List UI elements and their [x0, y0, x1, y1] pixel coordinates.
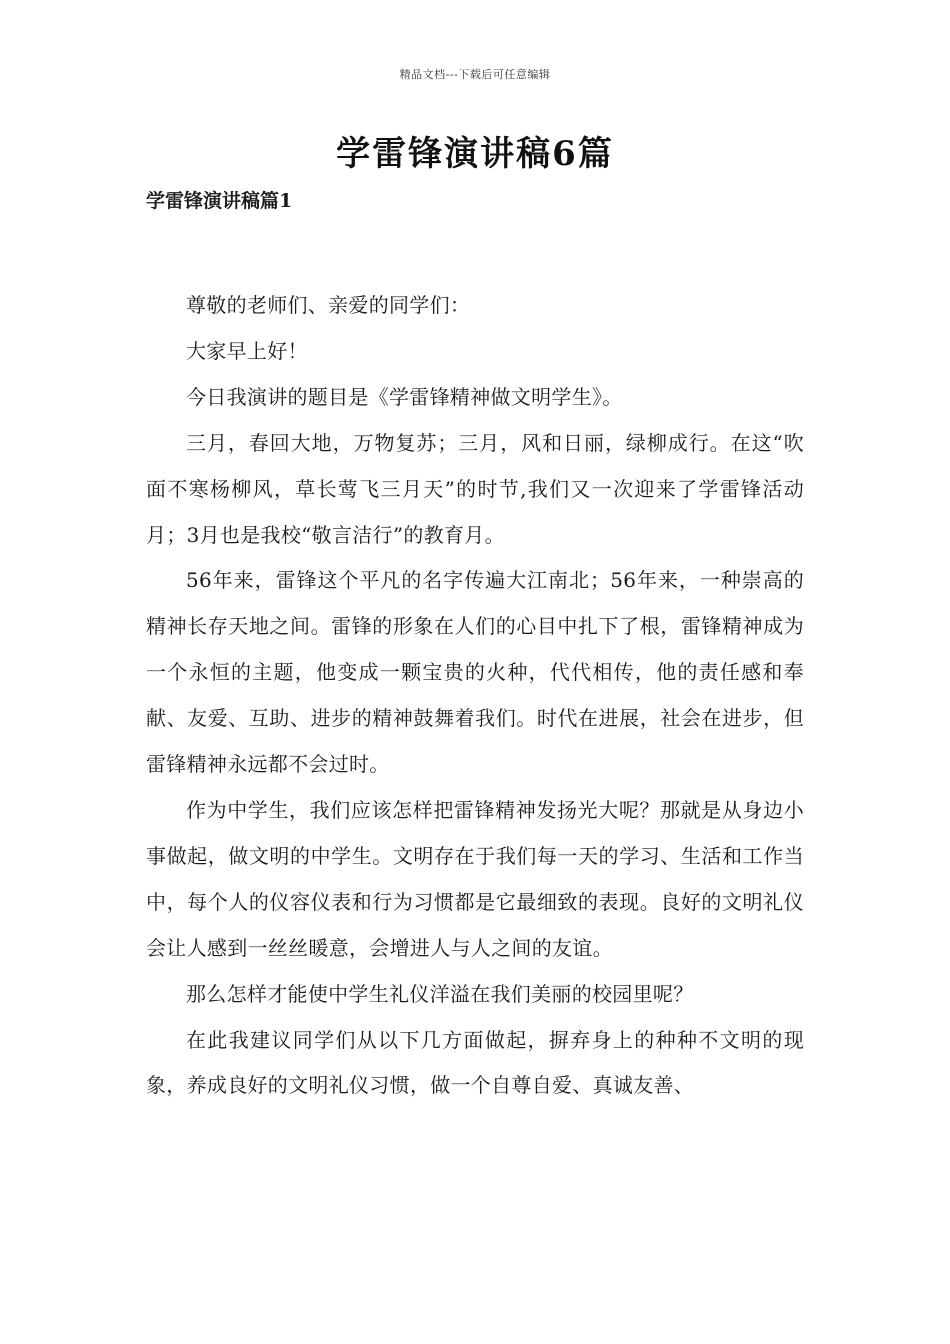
header-note: 精品文档---下载后可任意编辑: [399, 68, 551, 81]
section-heading: 学雷锋演讲稿篇1: [146, 190, 293, 212]
paragraph-56-years: 56年来，雷锋这个平凡的名字传遍大江南北；56年来，一种崇高的精神长存天地之间。雷锋的形象在人们的心目中扎下了根，雷锋精神成为一个永恒的主题，他变成一颗宝贵的火种，代代相传，他的责任感和奉献、友爱、互助、进步的精神鼓舞着我们。时代在进展，社会在进步，但雷锋精神永远都不会过时。: [146, 568, 804, 777]
paragraph-topic: 今日我演讲的题目是《学雷锋精神做文明学生》。: [186, 384, 623, 409]
document-body: [146, 283, 804, 1109]
paragraph-middle-school: 作为中学生，我们应该怎样把雷锋精神发扬光大呢？那就是从身边小事做起，做文明的中学生。文明存在于我们每一天的学习、生活和工作当中，每个人的仪容仪表和行为习惯都是它最细致的表现。良好的文明礼仪会让人感到一丝丝暖意，会增进人与人之间的友谊。: [146, 797, 804, 960]
paragraph-question: 那么怎样才能使中学生礼仪洋溢在我们美丽的校园里呢？: [186, 981, 694, 1006]
paragraph-good-morning: 大家早上好！: [186, 338, 308, 363]
document-title: 学雷锋演讲稿6篇: [336, 134, 614, 174]
paragraph-march: 三月，春回大地，万物复苏；三月，风和日丽，绿柳成行。在这“吹面不寒杨柳风，草长莺飞三月天”的时节,我们又一次迎来了学雷锋活动月；3月也是我校“敬言洁行”的教育月。: [146, 430, 804, 547]
paragraph-greeting: 尊敬的老师们、亲爱的同学们：: [186, 293, 471, 317]
paragraph-suggestion: 在此我建议同学们从以下几方面做起，摒弃身上的种种不文明的现象，养成良好的文明礼仪习惯，做一个自尊自爱、真诚友善、: [146, 1027, 804, 1098]
